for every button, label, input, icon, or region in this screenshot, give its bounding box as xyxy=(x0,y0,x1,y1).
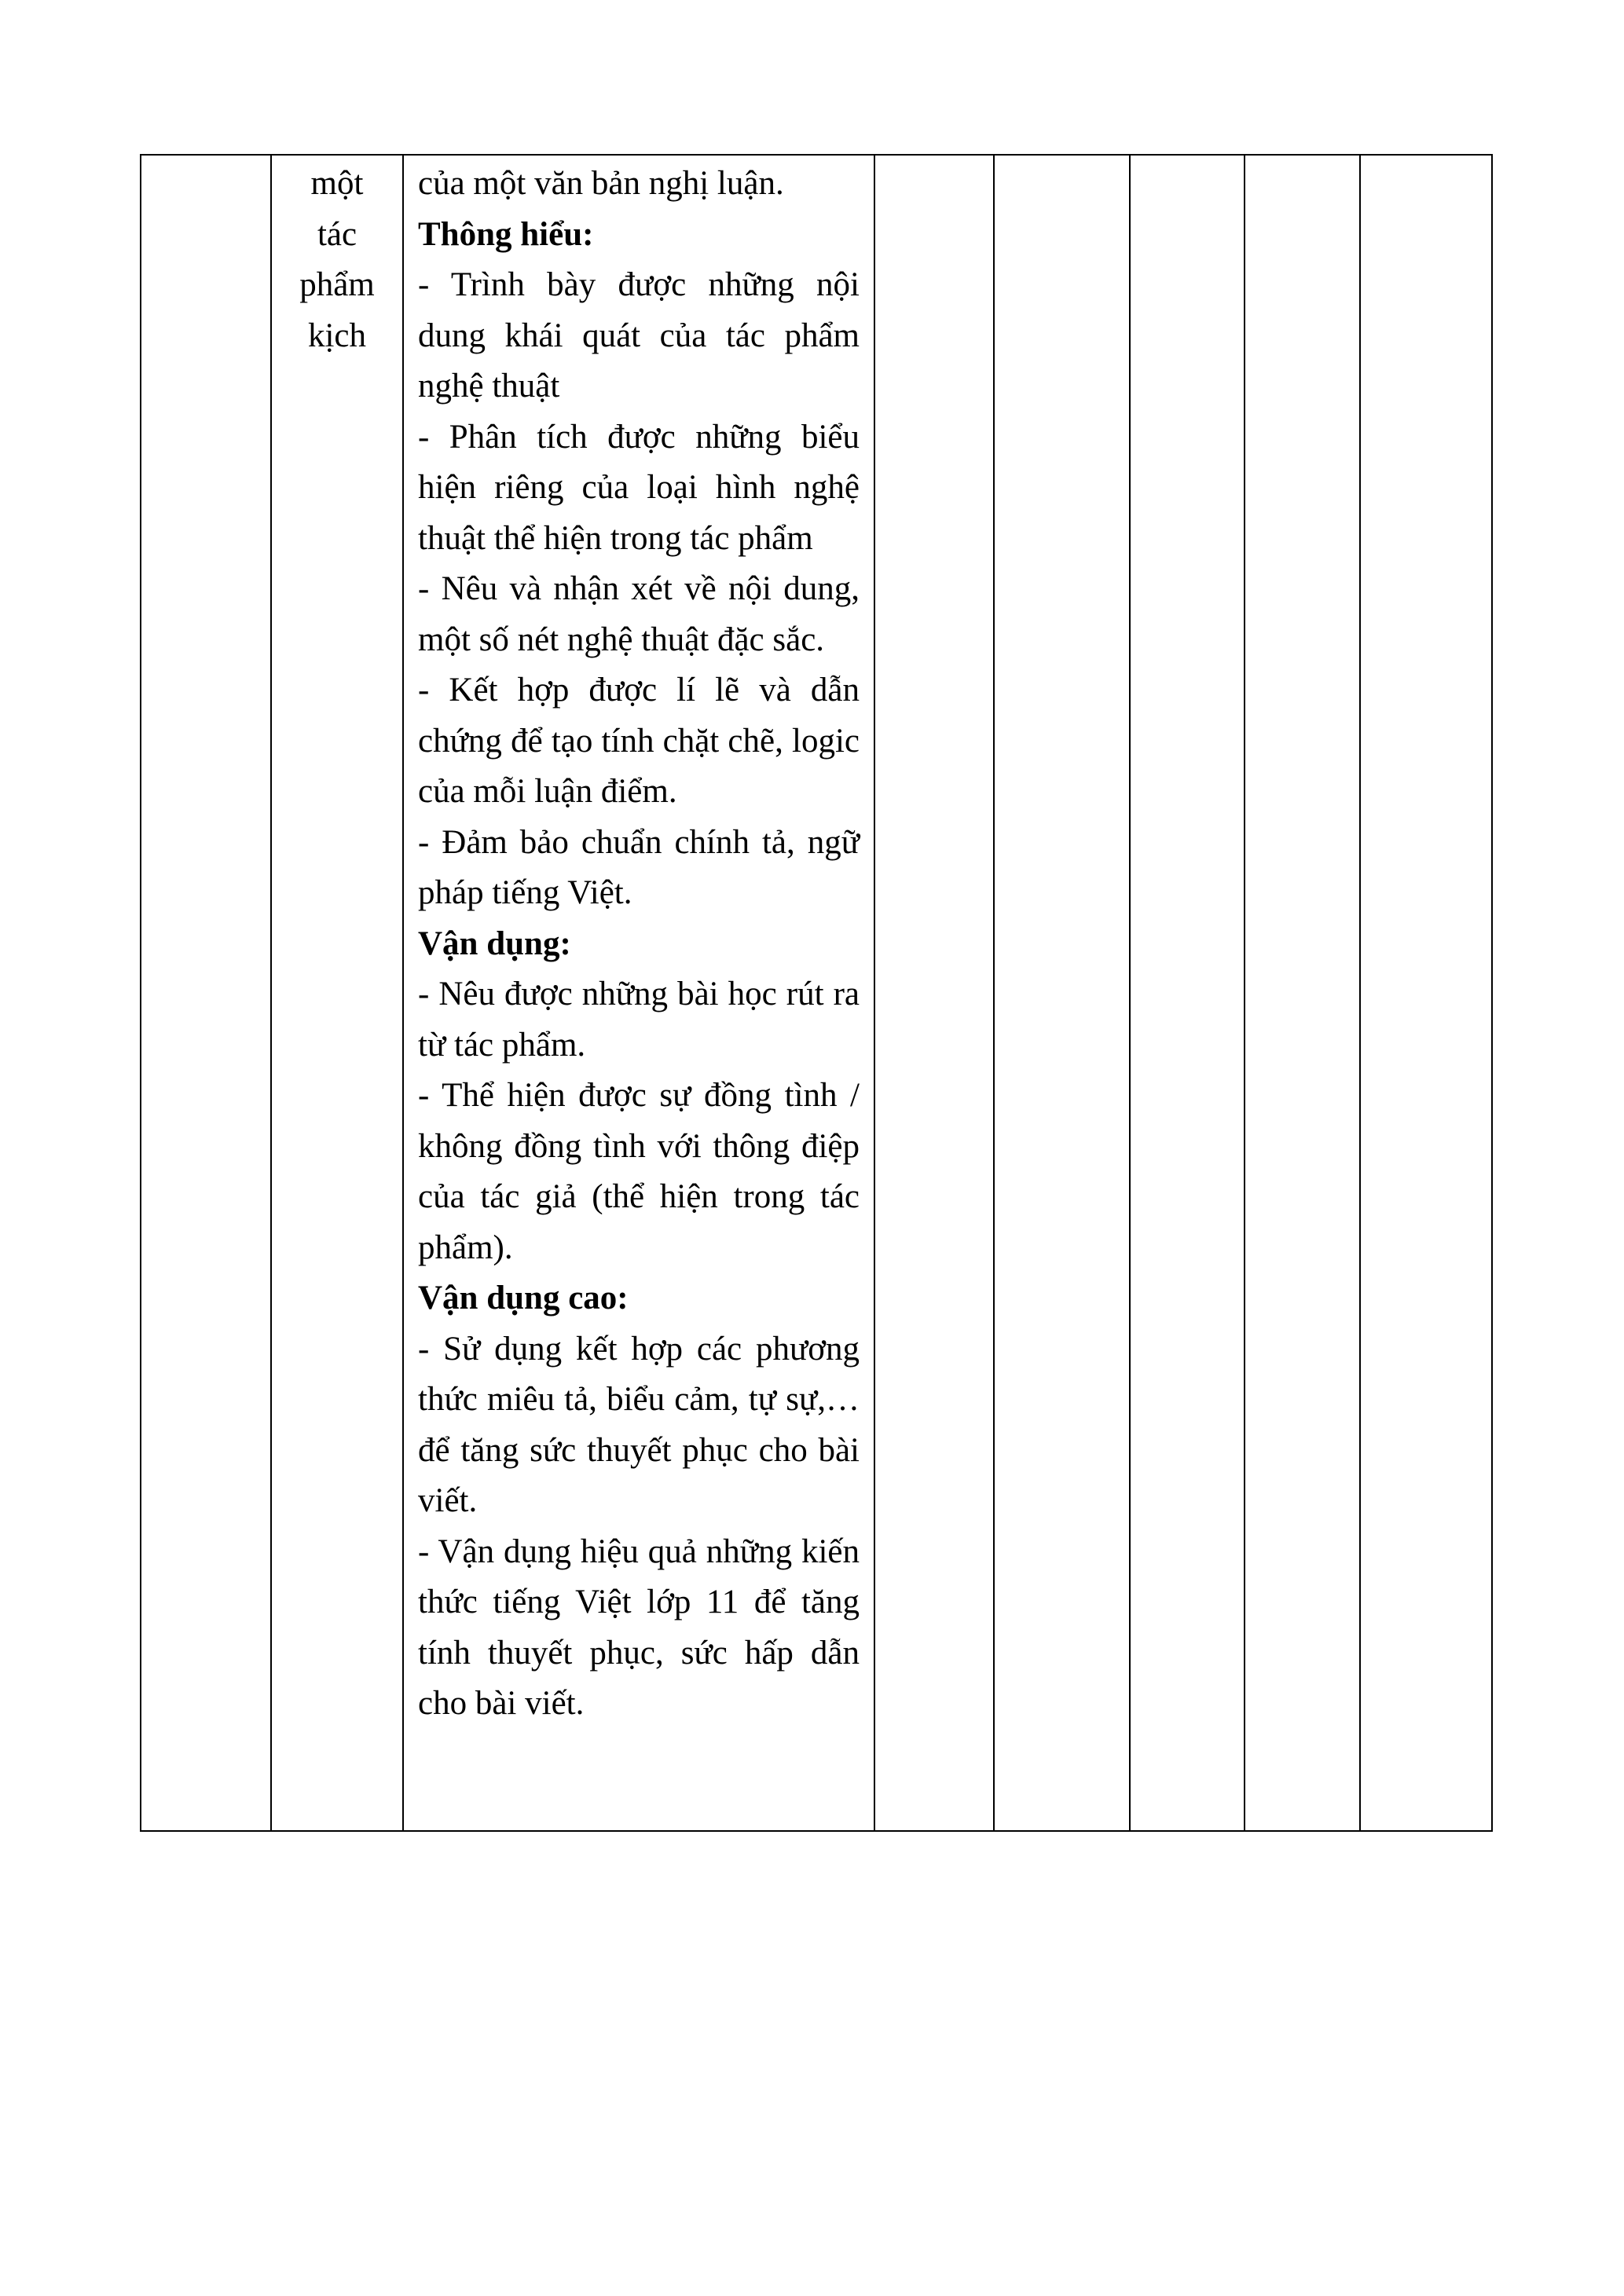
topic-line: tác xyxy=(317,215,357,253)
index-cell xyxy=(141,155,271,1831)
requirement-line: của một văn bản nghị luận. xyxy=(418,165,784,202)
requirement-line: - Thể hiện được sự đồng tình / không đồng tình với thông điệp của tác giả (thể hiện trong tác phẩm). xyxy=(418,1077,860,1266)
requirement-line: - Nêu được những bài học rút ra từ tác phẩm. xyxy=(418,976,860,1064)
requirement-line: - Nêu và nhận xét về nội dung, một số nét nghệ thuật đặc sắc. xyxy=(418,570,860,658)
level-heading-application: Vận dụng: xyxy=(418,925,571,962)
requirement-line: - Phân tích được những biểu hiện riêng của loại hình nghệ thuật thể hiện trong tác phẩm xyxy=(418,418,860,557)
requirement-line: - Kết hợp được lí lẽ và dẫn chứng để tạo tính chặt chẽ, logic của mỗi luận điểm. xyxy=(418,672,860,810)
requirements-cell xyxy=(403,155,874,1831)
empty-cell xyxy=(994,155,1130,1831)
empty-cell xyxy=(1130,155,1245,1831)
requirement-line: - Trình bày được những nội dung khái quát của tác phẩm nghệ thuật xyxy=(418,266,860,405)
topic-cell xyxy=(271,155,403,1831)
requirement-line: - Vận dụng hiệu quả những kiến thức tiếng Việt lớp 11 để tăng tính thuyết phục, sức hấp dẫn cho bài viết. xyxy=(418,1532,860,1722)
empty-cell xyxy=(1245,155,1360,1831)
spec-matrix-table xyxy=(140,154,1493,1832)
topic-line: phẩm xyxy=(299,266,375,303)
requirement-line: - Đảm bảo chuẩn chính tả, ngữ pháp tiếng Việt. xyxy=(418,823,860,911)
topic-line: một xyxy=(310,165,364,202)
topic-line: kịch xyxy=(307,317,367,354)
empty-cell xyxy=(874,155,994,1831)
level-heading-comprehension: Thông hiểu: xyxy=(418,215,594,253)
level-heading-high-application: Vận dụng cao: xyxy=(418,1280,629,1316)
table-row xyxy=(141,155,1492,1831)
requirement-line: - Sử dụng kết hợp các phương thức miêu tả, biểu cảm, tự sự,… để tăng sức thuyết phục cho bài viết. xyxy=(418,1330,860,1519)
empty-cell xyxy=(1360,155,1492,1831)
